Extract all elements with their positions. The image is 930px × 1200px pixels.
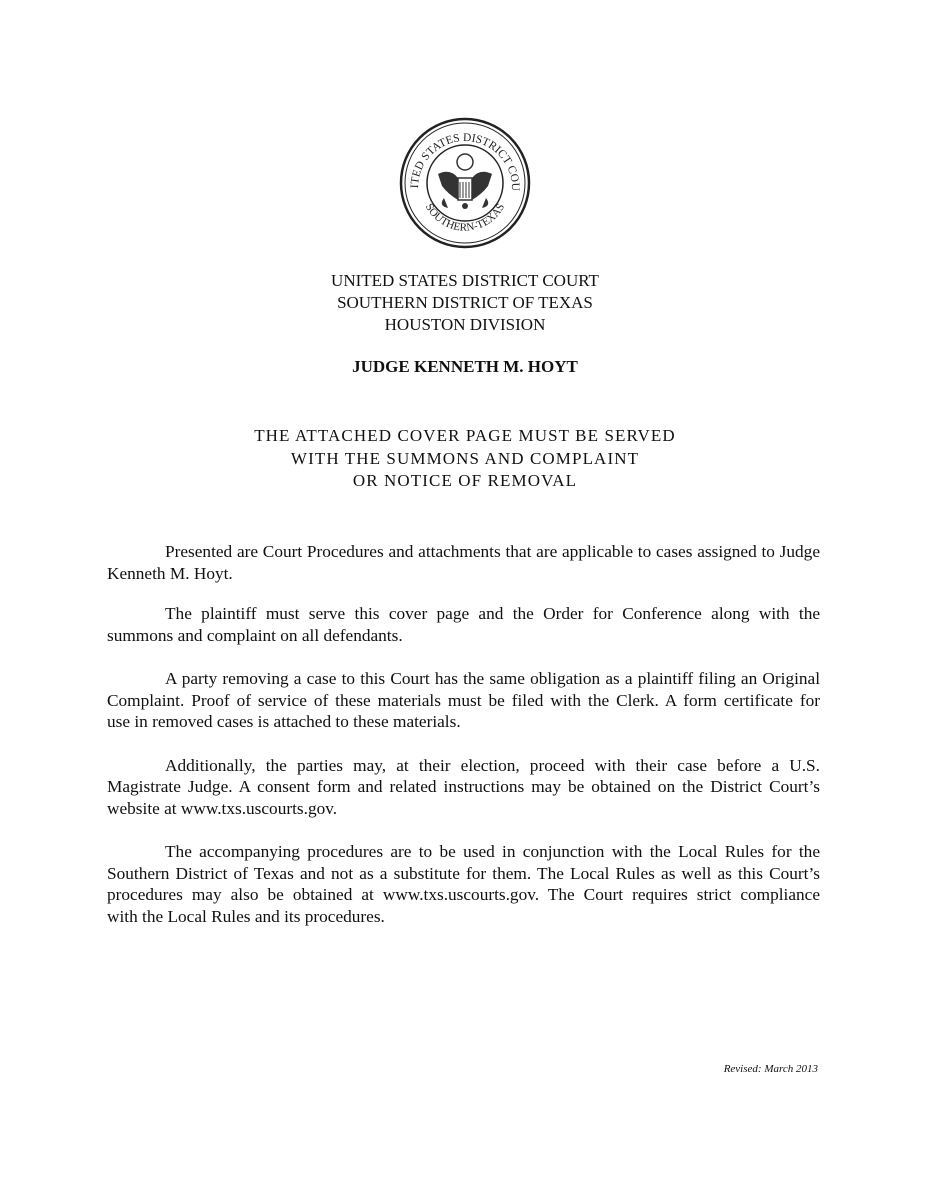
paragraph-line: Kenneth M. Hoyt. [107,563,233,583]
court-header [0,270,930,336]
paragraph [107,541,820,584]
paragraph [107,603,820,646]
paragraph-line: The plaintiff must serve this cover page and the Order for Conference along with the [165,604,820,623]
notice-line: THE ATTACHED COVER PAGE MUST BE SERVED [254,426,676,445]
paragraph-line: procedures may also be obtained at www.txs.uscourts.gov. The Court requires strict compliance [107,885,820,904]
paragraph [107,841,820,927]
paragraph [107,755,820,820]
paragraph-line: Presented are Court Procedures and attachments that are applicable to cases assigned to Judge [165,542,820,561]
court-seal [398,116,532,250]
court-name: UNITED STATES DISTRICT COURT [331,271,599,290]
revision-date: Revised: March 2013 [723,1063,818,1075]
service-notice [0,425,930,493]
paragraph-line: Complaint. Proof of service of these materials must be filed with the Clerk. A form certificate for [107,690,820,710]
paragraph-line: Magistrate Judge. A consent form and related instructions may be obtained on the District Court’s [107,777,820,796]
paragraph-line: with the Local Rules and its procedures. [107,906,385,926]
paragraph-line: summons and complaint on all defendants. [107,625,403,645]
notice-line: OR NOTICE OF REMOVAL [352,471,578,490]
eagle-icon [438,154,492,209]
paragraph-line: A party removing a case to this Court has the same obligation as a plaintiff filing an Original [165,669,820,688]
notice-line: WITH THE SUMMONS AND COMPLAINT [290,448,640,468]
district-name: SOUTHERN DISTRICT OF TEXAS [337,293,593,312]
paragraph [107,668,820,733]
document-body [107,541,820,927]
paragraph-line: website at www.txs.uscourts.gov. [107,798,338,818]
paragraph-line: use in removed cases is attached to these materials. [107,712,461,731]
paragraph-line: Additionally, the parties may, at their election, proceed with their case before a U.S. [165,755,820,775]
judge-name: JUDGE KENNETH M. HOYT [352,357,578,376]
paragraph-line: The accompanying procedures are to be used in conjunction with the Local Rules for the [165,842,820,861]
paragraph-line: Southern District of Texas and not as a substitute for them. The Local Rules as well as this Court’s [107,863,820,883]
svg-text:SOUTHERN-TEXAS: SOUTHERN-TEXAS [422,201,508,234]
svg-text:UNITED STATES DISTRICT COURT: ITED STATES DISTRICT COU [408,131,522,192]
division-name: HOUSTON DIVISION [384,315,546,334]
